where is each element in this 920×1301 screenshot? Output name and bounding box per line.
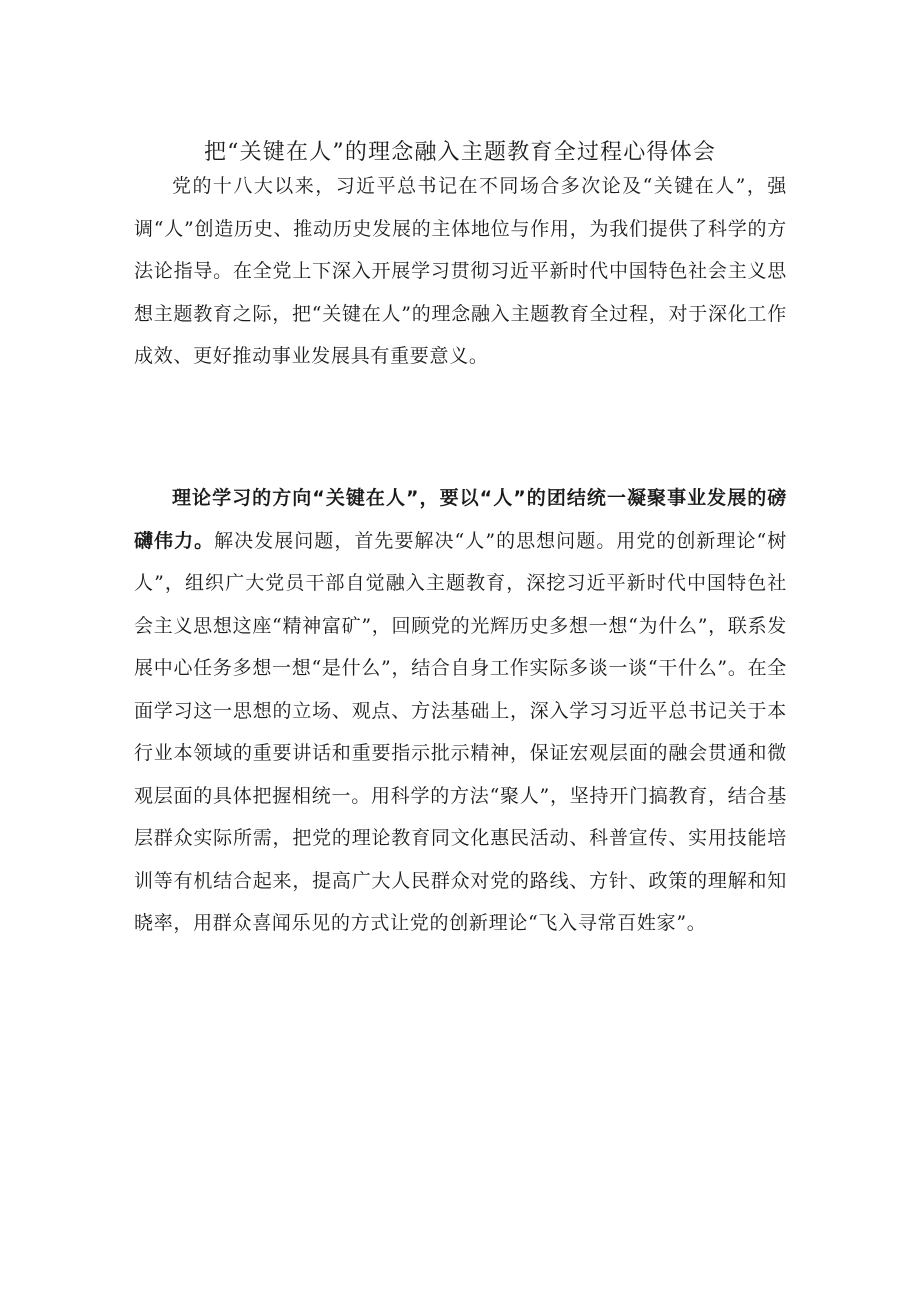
paragraph-lead-bold: 理论学习的方向“关键在人”，要以“人”的团结统一凝聚事业发展的磅礴伟力。 bbox=[134, 487, 787, 552]
paragraph-theory-study bbox=[134, 477, 787, 945]
paragraph-intro bbox=[134, 165, 787, 378]
paragraph-intro-text: 党的十八大以来，习近平总书记在不同场合多次论及“关键在人”，强调“人”创造历史、推动历史发展的主体地位与作用，为我们提供了科学的方法论指导。在全党上下深入开展学习贯彻习近平新时代中国特色社会主义思想主题教育之际，把“关键在人”的理念融入主题教育全过程，对于深化工作成效、更好推动事业发展具有重要意义。 bbox=[134, 175, 787, 367]
paragraph-theory-study-text: 解决发展问题，首先要解决“人”的思想问题。用党的创新理论“树人”，组织广大党员干部自觉融入主题教育，深挖习近平新时代中国特色社会主义思想这座“精神富矿”，回顾党的光辉历史多想一想“为什么”，联系发展中心任务多想一想“是什么”，结合自身工作实际多谈一谈“干什么”。在全面学习这一思想的立场、观点、方法基础上，深入学习习近平总书记关于本行业本领域的重要讲话和重要指示批示精神，保证宏观层面的融会贯通和微观层面的具体把握相统一。用科学的方法“聚人”，坚持开门搞教育，结合基层群众实际所需，把党的理论教育同文化惠民活动、科普宣传、实用技能培训等有机结合起来，提高广大人民群众对党的路线、方针、政策的理解和知晓率，用群众喜闻乐见的方式让党的创新理论“飞入寻常百姓家”。 bbox=[134, 529, 787, 934]
document-title: 把“关键在人”的理念融入主题教育全过程心得体会 bbox=[203, 140, 717, 165]
